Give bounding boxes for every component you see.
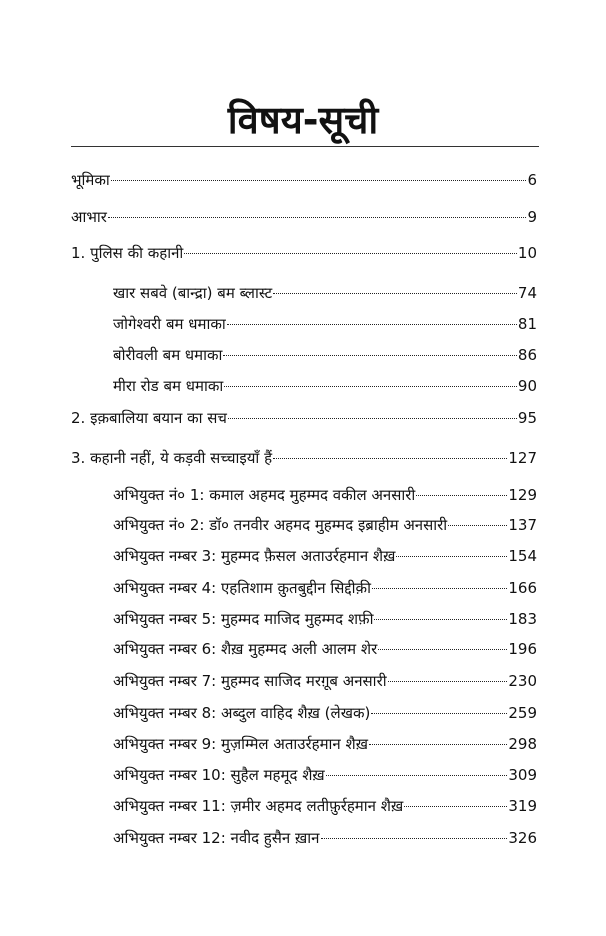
toc-entry-text: बोरीवली बम धमाका — [113, 346, 223, 364]
dot-leader — [388, 681, 508, 682]
dot-leader — [371, 713, 507, 714]
dot-leader — [224, 386, 517, 387]
toc-subentry[interactable] — [113, 702, 537, 724]
toc-subentry[interactable] — [113, 344, 537, 366]
toc-page-number: 154 — [508, 547, 537, 565]
toc-subentry[interactable] — [113, 545, 537, 567]
toc-page-number: 129 — [508, 486, 537, 504]
toc-entry-text: 1. पुलिस की कहानी — [71, 244, 184, 262]
dot-leader — [404, 806, 507, 807]
toc-page-number: 74 — [517, 284, 537, 302]
toc-subentry[interactable] — [113, 638, 537, 660]
dot-leader — [111, 180, 527, 181]
toc-entry-text: अभियुक्त नम्बर 8: अब्दुल वाहिद शैख़ (लेखक) — [113, 704, 371, 722]
toc-entry-text: आभार — [71, 208, 107, 226]
toc-page-number: 298 — [508, 735, 537, 753]
toc-entry-text: मीरा रोड बम धमाका — [113, 377, 224, 395]
dot-leader — [184, 253, 517, 254]
toc-subentry[interactable] — [113, 313, 537, 335]
toc-page-number: 6 — [527, 171, 537, 189]
toc-page-number: 137 — [508, 516, 537, 534]
toc-subentry[interactable] — [113, 577, 537, 599]
toc-subentry[interactable] — [113, 282, 537, 304]
dot-leader — [223, 355, 516, 356]
toc-page-number: 127 — [508, 449, 537, 467]
toc-subentry[interactable] — [113, 514, 537, 536]
toc-entry-text: अभियुक्त नं० 2: डॉ० तनवीर अहमद मुहम्मद इब्राहीम अनसारी — [113, 516, 448, 534]
toc-entry-text: अभियुक्त नम्बर 9: मुज़म्मिल अताउर्रहमान शैख़ — [113, 735, 368, 753]
toc-entry-text: अभियुक्त नं० 1: कमाल अहमद मुहम्मद वकील अनसारी — [113, 486, 416, 504]
toc-page-number: 86 — [517, 346, 537, 364]
dot-leader — [369, 744, 507, 745]
dot-leader — [378, 649, 507, 650]
dot-leader — [108, 217, 527, 218]
dot-leader — [228, 418, 517, 419]
toc-entry-text: अभियुक्त नम्बर 3: मुहम्मद फ़ैसल अताउर्रहमान शैख़ — [113, 547, 396, 565]
toc-entry-text: अभियुक्त नम्बर 5: मुहम्मद माजिद मुहम्मद शफ़ी — [113, 610, 374, 628]
toc-entry-text: भूमिका — [71, 171, 110, 189]
toc-entry-text: 2. इक़बालिया बयान का सच — [71, 409, 227, 427]
toc-page-number: 90 — [517, 377, 537, 395]
title-divider — [71, 146, 539, 147]
toc-entry-chapter-2[interactable] — [71, 407, 537, 429]
toc-entry-text: जोगेश्वरी बम धमाका — [113, 315, 226, 333]
toc-subentry[interactable] — [113, 484, 537, 506]
toc-page-number: 183 — [508, 610, 537, 628]
toc-entry-text: अभियुक्त नम्बर 10: सुहैल महमूद शैख़ — [113, 766, 325, 784]
dot-leader — [374, 619, 507, 620]
toc-page-number: 259 — [508, 704, 537, 722]
toc-subentry[interactable] — [113, 733, 537, 755]
dot-leader — [326, 775, 508, 776]
toc-subentry[interactable] — [113, 764, 537, 786]
dot-leader — [448, 525, 507, 526]
toc-page-number: 9 — [527, 208, 537, 226]
toc-subentry[interactable] — [113, 827, 537, 849]
toc-entry-chapter-1[interactable] — [71, 242, 537, 264]
toc-page-number: 326 — [508, 829, 537, 847]
page-title: विषय-सूची — [227, 98, 379, 142]
toc-page-number: 309 — [508, 766, 537, 784]
toc-entry-aabhar[interactable] — [71, 206, 537, 228]
dot-leader — [273, 293, 517, 294]
dot-leader — [416, 495, 507, 496]
dot-leader — [227, 324, 517, 325]
toc-page-number: 10 — [517, 244, 537, 262]
toc-page-number: 166 — [508, 579, 537, 597]
toc-page-number: 81 — [517, 315, 537, 333]
dot-leader — [321, 838, 508, 839]
dot-leader — [273, 458, 507, 459]
toc-subentry[interactable] — [113, 670, 537, 692]
toc-page-number: 230 — [508, 672, 537, 690]
toc-entry-text: अभियुक्त नम्बर 7: मुहम्मद साजिद मरग़ूब अनसारी — [113, 672, 387, 690]
toc-entry-chapter-3[interactable] — [71, 447, 537, 469]
toc-entry-text: अभियुक्त नम्बर 6: शैख़ मुहम्मद अली आलम शेर — [113, 640, 378, 658]
toc-page-number: 319 — [508, 797, 537, 815]
toc-entry-bhumika[interactable] — [71, 169, 537, 191]
toc-subentry[interactable] — [113, 608, 537, 630]
toc-entry-text: 3. कहानी नहीं, ये कड़वी सच्चाइयाँ हैं — [71, 449, 273, 467]
dot-leader — [396, 556, 507, 557]
dot-leader — [372, 588, 507, 589]
toc-entry-text: अभियुक्त नम्बर 4: एहतिशाम क़ुतबुद्दीन सिद्दीक़ी — [113, 579, 371, 597]
toc-subentry[interactable] — [113, 795, 537, 817]
toc-entry-text: खार सबवे (बान्द्रा) बम ब्लास्ट — [113, 284, 273, 302]
toc-page-number: 196 — [508, 640, 537, 658]
toc-entry-text: अभियुक्त नम्बर 11: ज़मीर अहमद लतीफ़ुर्रहमान शैख़ — [113, 797, 404, 815]
toc-subentry[interactable] — [113, 375, 537, 397]
toc-entry-text: अभियुक्त नम्बर 12: नवीद हुसैन ख़ान — [113, 829, 320, 847]
toc-page-number: 95 — [517, 409, 537, 427]
